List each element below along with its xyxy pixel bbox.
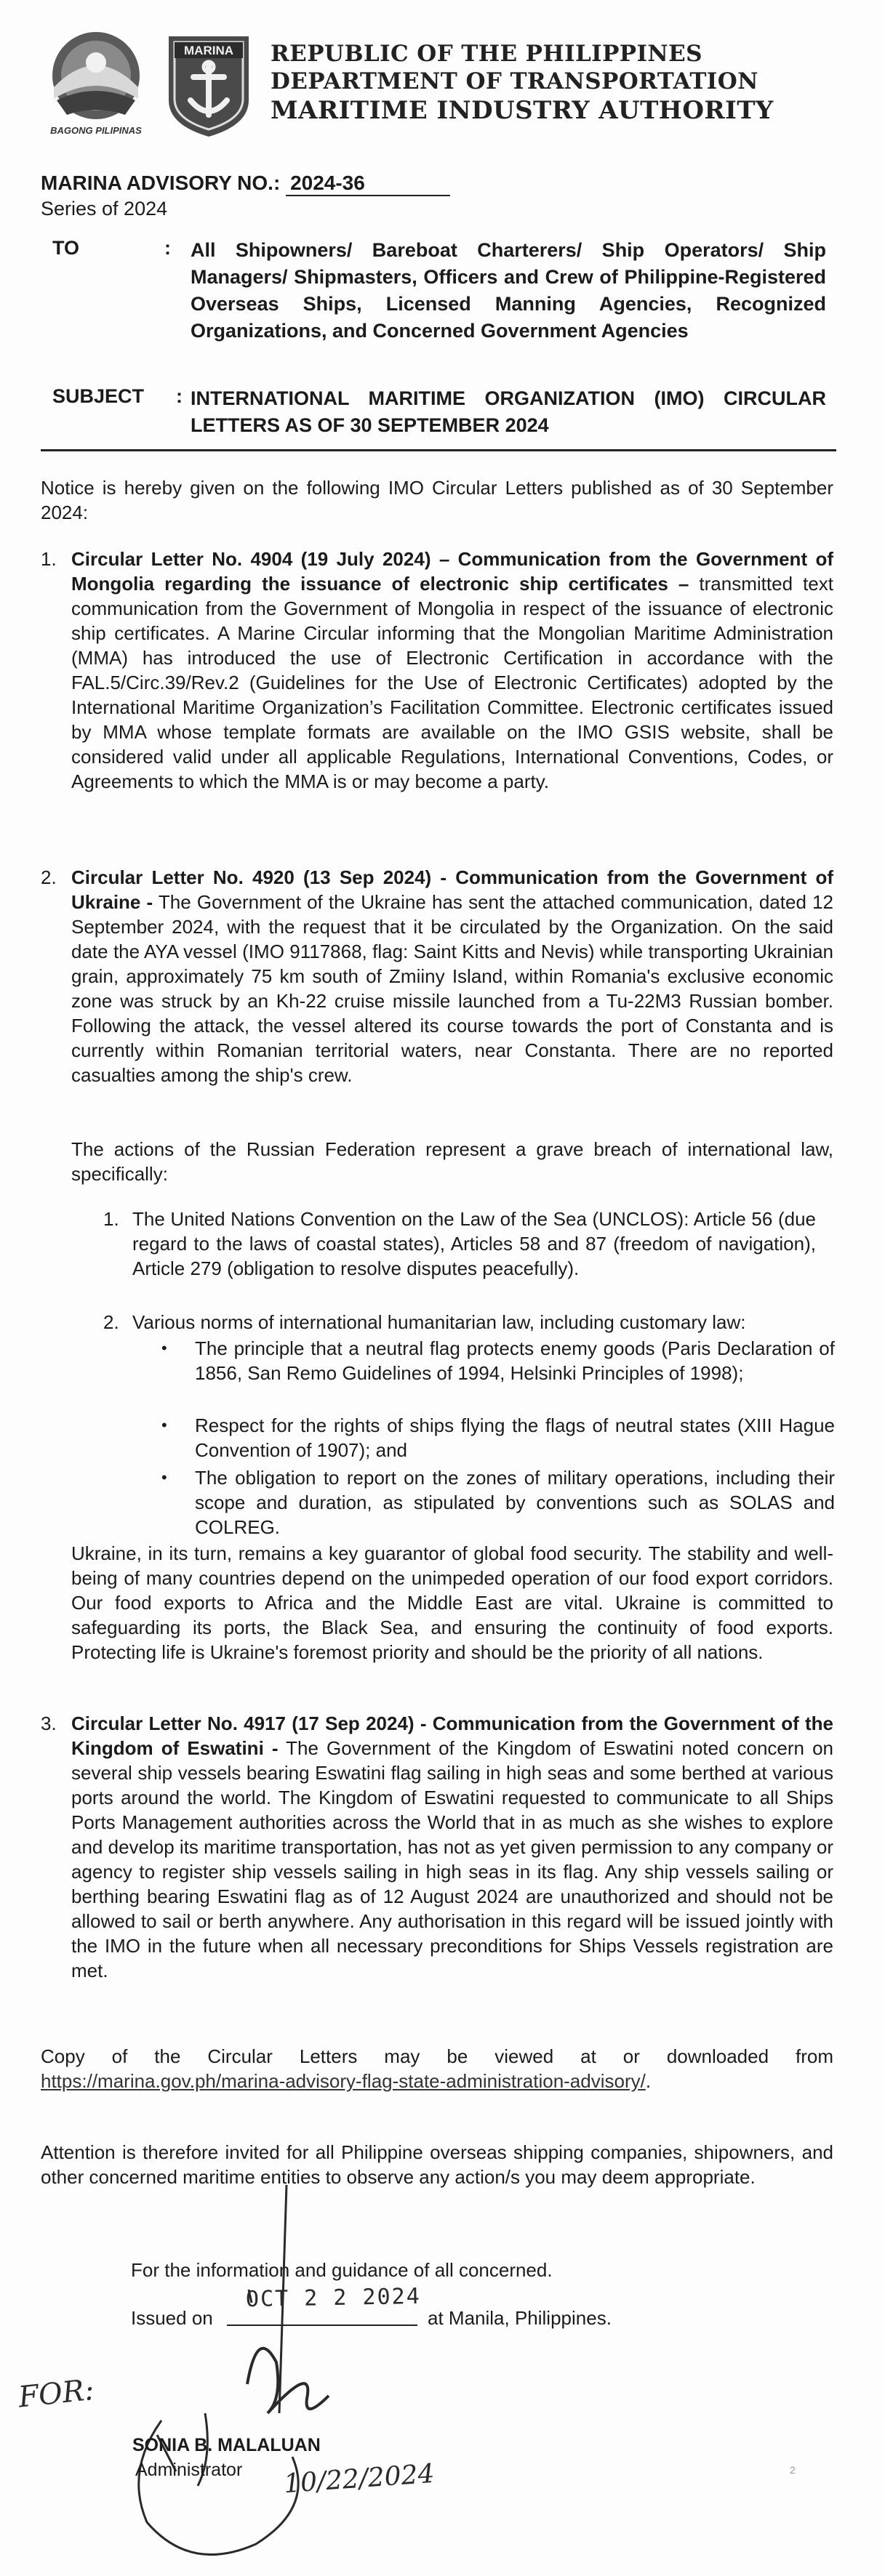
bagong-pilipinas-caption: BAGONG PILIPINAS — [50, 125, 142, 136]
item-body: The Government of the Ukraine has sent the attached communication, dated 12 September 2024, with the request that it be circulated by the Organization. On the said date the AYA vessel (IMO 9117868, flag: Saint Kitts and Nevis) while transporting Ukrainian grain, approximately 75 km south of Zmiiny Island, within Romania's exclusive economic zone was struck by an Kh-22 cruise missile launched from a Tu-22M3 Russian bomber. Following the attack, the vessel altered its course towards the port of Constanta and is currently within Romanian territorial waters, near Constanta. There are no reported casualties among the ship's crew. — [71, 891, 833, 1086]
letterhead-agency: MARITIME INDUSTRY AUTHORITY — [271, 95, 774, 125]
bullet-glyph: • — [161, 1468, 167, 1486]
subject-colon: : — [176, 385, 183, 407]
marina-logo — [166, 33, 252, 140]
ukraine-closing-paragraph: Ukraine, in its turn, remains a key guarantor of global food security. The stability and well-being of many countries depend on the unimpeded operation of our food export corridors. Our food exports to Africa and the Middle East are vital. Ukraine is committed to safeguarding its ports, the Black Sea, and ensuring the continuity of food exports. Protecting life is Ukraine's foremost priority and should be the priority of all nations. — [71, 1542, 833, 1663]
official-title: Administrator — [135, 2460, 243, 2480]
issued-place: at Manila, Philippines. — [428, 2307, 612, 2329]
advisory-number: 2024-36 — [286, 172, 450, 196]
attention-paragraph: Attention is therefore invited for all Philippine overseas shipping companies, shipowners, and other concerned maritime entities to observe any action/s you may deem appropriate. — [41, 2141, 833, 2188]
letterhead — [271, 41, 774, 126]
page-mark: 2 — [790, 2464, 796, 2476]
svg-text:FOR:: FOR: — [17, 2372, 96, 2415]
advisory-number-label: MARINA ADVISORY NO.: — [41, 172, 281, 194]
to-label: TO — [52, 237, 80, 259]
bullet-text: Respect for the rights of ships flying the flags of neutral states (XIII Hague Convention of 1907); and — [195, 1414, 835, 1461]
issued-date-stamp: OCT 2 2 2024 — [245, 2283, 422, 2313]
letterhead-department: DEPARTMENT OF TRANSPORTATION — [271, 68, 758, 94]
bullet-text: The obligation to report on the zones of military operations, including their scope and duration, as stipulated by conventions such as SOLAS and COLREG. — [195, 1467, 835, 1538]
bagong-pilipinas-logo — [38, 29, 154, 138]
item-number: 1. — [41, 548, 57, 570]
official-name: SONIA B. MALALUAN — [132, 2435, 321, 2455]
to-recipients: All Shipowners/ Bareboat Charterers/ Ship Operators/ Ship Managers/ Shipmasters, Officers and Crew of Philippine-Registered Overseas Ships, Licensed Manning Agencies, Recognized Organizations, and Concerned Government Agencies — [191, 239, 826, 342]
copy-end: . — [645, 2070, 652, 2092]
bullet-text: The principle that a neutral flag protects enemy goods (Paris Declaration of 1856, San Remo Guidelines of 1994, Helsinki Principles of 1998); — [195, 1337, 835, 1384]
copy-paragraph — [41, 2044, 833, 2093]
information-line: For the information and guidance of all concerned. — [131, 2259, 553, 2281]
letterhead-republic: REPUBLIC OF THE PHILIPPINES — [271, 41, 702, 67]
to-colon: : — [164, 237, 171, 259]
item-heading: Circular Letter No. 4904 (19 July 2024) – Communication from the Government of Mongolia regarding the issuance of electronic ship certificates – — [71, 548, 833, 595]
handwritten-date — [279, 2442, 446, 2515]
sub-item-number: 2. — [103, 1311, 119, 1333]
svg-text:10/22/2024: 10/22/2024 — [282, 2458, 436, 2500]
copy-text: Copy of the Circular Letters may be viewed at or downloaded from — [41, 2045, 833, 2067]
marina-logo-text: MARINA — [184, 44, 233, 57]
series: Series of 2024 — [41, 198, 168, 220]
notice-paragraph: Notice is hereby given on the following IMO Circular Letters published as of 30 September 2024: — [41, 477, 833, 523]
subject-text: INTERNATIONAL MARITIME ORGANIZATION (IMO) CIRCULAR LETTERS AS OF 30 SEPTEMBER 2024 — [191, 387, 826, 436]
ukraine-intro: The actions of the Russian Federation represent a grave breach of international law, specifically: — [71, 1138, 833, 1185]
item-heading: Circular Letter No. 4920 (13 Sep 2024) - Communication from the Government of Ukraine - — [71, 866, 833, 913]
header-divider — [41, 449, 836, 451]
advisory-number-line — [41, 172, 450, 196]
item-number: 3. — [41, 1712, 57, 1734]
item-heading: Circular Letter No. 4917 (17 Sep 2024) - Communication from the Government of the Kingdom of Eswatini - — [71, 1712, 833, 1759]
bullet-glyph: • — [161, 1339, 167, 1357]
item-number: 2. — [41, 866, 57, 888]
subject-label: SUBJECT — [52, 385, 145, 407]
bullet-glyph: • — [161, 1416, 167, 1434]
item-body: The Government of the Kingdom of Eswatini noted concern on several ship vessels bearing Eswatini flag sailing in high seas and some berthed at various ports around the world. The Kingdom of Eswatini requested to communicate to all Ships Ports Management authorities across the World that in as much as she wishes to explore and develop its maritime transportation, has not as yet given permission to any company or agency to register ship vessels sailing in high seas in its flag. Any ship vessels sailing or berthing bearing Eswatini flag as of 12 August 2024 are unauthorized and should not be allowed to sail or berth anywhere. Any authorisation in this regard will be issued jointly with the IMO in the future when all necessary preconditions for Ships Vessels registration are met. — [71, 1737, 833, 1981]
sub-item-text: Various norms of international humanitarian law, including customary law: — [132, 1311, 746, 1333]
sub-item-text: The United Nations Convention on the Law of the Sea (UNCLOS): Article 56 (due regard to the laws of coastal states), Articles 58 and 87 (freedom of navigation), Article 279 (obligation to resolve disputes peacefully). — [132, 1208, 816, 1279]
circular-letters-link[interactable]: https://marina.gov.ph/marina-advisory-flag-state-administration-advisory/ — [41, 2070, 646, 2092]
item-body: transmitted text communication from the Government of Mongolia in respect of the issuance of electronic ship certificates. A Marine Circular informing that the Mongolian Maritime Administration (MMA) has introduced the use of Electronic Certification in accordance with the FAL.5/Circ.39/Rev.2 (Guidelines for the Use of Electronic Certificates) adopted by the International Maritime Organization’s Facilitation Committee. Electronic certificates issued by MMA whose template formats are available on the IMO GSIS website, shall be considered valid under all applicable Regulations, International Conventions, Codes, or Agreements to which the MMA is or may become a party. — [71, 573, 833, 792]
issued-on-label: Issued on — [131, 2307, 213, 2329]
sub-item-number: 1. — [103, 1208, 119, 1230]
